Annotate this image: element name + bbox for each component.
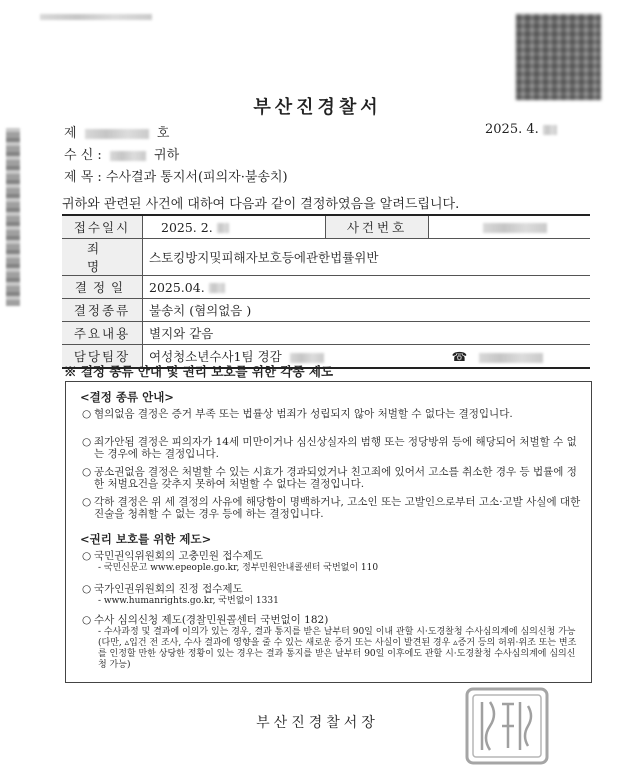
table-row [62, 322, 590, 345]
decision-type-label: 결정종류 [62, 299, 143, 322]
officer-label: 담당팀장 [62, 345, 143, 369]
document-date [485, 122, 557, 137]
bullet-icon: ○ [82, 496, 92, 508]
table-row [62, 215, 590, 239]
redacted-header-line [40, 14, 152, 20]
bullet-icon: ○ [82, 583, 92, 595]
redacted-decision-day [209, 283, 225, 293]
intro-text: 귀하와 관련된 사건에 대하여 다음과 같이 결정하였음을 알려드립니다. [62, 197, 460, 212]
table-row [62, 276, 590, 299]
table-row [62, 299, 590, 322]
phone-icon: ☎ [451, 349, 468, 364]
summary-label: 주요내용 [62, 322, 143, 345]
list-item [82, 614, 582, 626]
redacted-document-number [85, 129, 149, 139]
decision-date-cell [143, 276, 591, 299]
rights-item-detail: - 수사과정 및 결과에 이의가 있는 경우, 결과 통지를 받은 날부터 90일 이내 관할 시·도경찰청 수사심의계에 심의신청 가능 (다만, ▵입건 전 조사, 수사 결과에 영향을 줄 수 있는 새로운 증거 또는 사실이 발견된 경우 ▵증거 등의 허위·위조 또는 변조를 인정할 만한 상당한 정황이 있는 경우는 결과 통지를 받은 날부터 90일 이후에도 관할 시·도경찰청 수사심의계에 심의신청 가능) [98, 627, 577, 670]
document-number-row [64, 122, 169, 141]
date-text: 2025. 4. [485, 122, 539, 137]
received-cell [143, 215, 326, 239]
rights-item-title: 국민권익위원회의 고충민원 접수제도 [94, 550, 263, 562]
redacted-officer-name [290, 353, 324, 363]
bullet-icon: ○ [82, 436, 92, 448]
received-value: 2025. 2. [161, 219, 213, 235]
subject-label: 제 목 : [64, 170, 102, 185]
redacted-phone-number [479, 353, 543, 363]
received-label: 접수일시 [62, 215, 143, 239]
list-item [82, 550, 582, 562]
redacted-edge-stamp [6, 128, 20, 306]
case-info-table [62, 214, 590, 369]
decision-type-item-text: 각하 결정은 위 세 결정의 사유에 해당함이 명백하거나, 고소인 또는 고발인으로부터 고소·고발 사실에 대한 진술을 청취할 수 없는 경우 등에 하는 결정입니다. [94, 496, 581, 520]
decision-date-value: 2025.04. [149, 279, 205, 295]
list-item [82, 466, 582, 490]
list-item [82, 408, 582, 420]
section-rights-title: <권리 보호를 위한 제도> [80, 532, 212, 546]
rights-item-detail: - 국민신문고 www.epeople.go.kr, 정부민원안내콜센터 국번없이 110 [98, 563, 379, 573]
redacted-recipient-name [110, 151, 146, 161]
decision-type-item-text: 죄가안됨 결정은 피의자가 14세 미만이거나 심신상실자의 범행 또는 정당방위 등에 해당되어 처벌할 수 없는 경우에 하는 결정입니다. [94, 436, 577, 460]
rights-item-detail: - www.humanrights.go.kr, 국번없이 1331 [98, 596, 279, 606]
decision-date-label: 결정일 [62, 276, 143, 299]
redacted-date-day [543, 125, 557, 135]
list-item [82, 496, 582, 520]
case-number-label: 사건번호 [326, 215, 429, 239]
bullet-icon: ○ [82, 614, 92, 626]
recipient-suffix: 귀하 [154, 148, 180, 163]
recipient-label: 수 신 : [64, 148, 102, 163]
summary-value: 별지와 같음 [143, 322, 591, 345]
number-prefix: 제 [64, 126, 77, 141]
charge-value: 스토킹방지및피해자보호등에관한법률위반 [143, 239, 591, 276]
rights-item-title: 수사 심의신청 제도(경찰민원콜센터 국번없이 182) [94, 614, 329, 626]
bullet-icon: ○ [82, 466, 92, 478]
bullet-icon: ○ [82, 550, 92, 562]
subject-row [64, 166, 288, 185]
rights-item-title: 국가인권위원회의 진정 접수제도 [94, 583, 243, 595]
redacted-case-number [483, 223, 547, 233]
decision-type-value: 불송치 (혐의없음 ) [143, 299, 591, 322]
recipient-row [64, 144, 179, 163]
table-row [62, 239, 590, 276]
notice-title: ※ 결정 종류 안내 및 권리 보호를 위한 각종 제도 [64, 364, 334, 379]
officer-value: 여성청소년수사1팀 경감 [149, 349, 282, 364]
subject-text: 수사결과 통지서(피의자·불송치) [105, 170, 288, 185]
official-seal [464, 686, 550, 766]
document-title: 부산진경찰서 [253, 97, 382, 118]
bullet-icon: ○ [82, 408, 92, 420]
decision-type-item-text: 공소권없음 결정은 처벌할 수 있는 시효가 경과되었거나 친고죄에 있어서 고소를 취소한 경우 등 법률에 정한 처벌요건을 갖추지 못하여 처벌할 수 없다는 결정입니다. [94, 466, 577, 490]
signature-text: 부산진경찰서장 [256, 715, 379, 731]
section-decision-types-title: <결정 종류 안내> [80, 390, 174, 404]
decision-type-item-text: 혐의없음 결정은 증거 부족 또는 법률상 범죄가 성립되지 않아 처벌할 수 없다는 결정입니다. [94, 408, 513, 420]
number-suffix: 호 [156, 126, 170, 141]
list-item [82, 436, 582, 460]
redacted-qr-code [516, 14, 601, 100]
charge-label: 죄 명 [62, 239, 143, 276]
redacted-received-day [217, 223, 229, 233]
case-number-cell [429, 215, 591, 239]
list-item [82, 583, 582, 595]
